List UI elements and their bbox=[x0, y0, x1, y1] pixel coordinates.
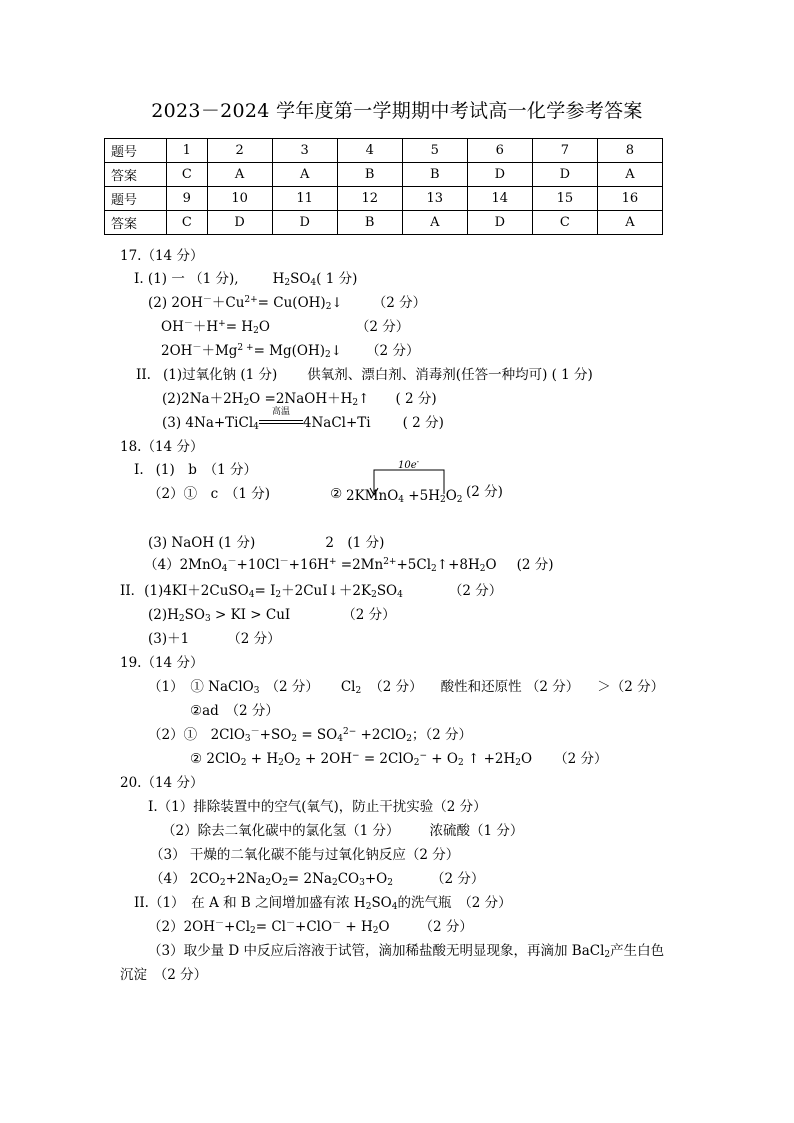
table-row bbox=[105, 139, 663, 163]
table-row-header: 答案 bbox=[105, 211, 167, 235]
table-cell: 12 bbox=[337, 187, 402, 211]
table-cell: D bbox=[532, 163, 597, 187]
electron-count: 10e- bbox=[398, 458, 420, 471]
q17-part-II: II. (1)过氧化钠 (1 分) 供氧剂、漂白剂、消毒剂(任答一种均可) ( 1 分) bbox=[136, 367, 593, 383]
table-row bbox=[105, 163, 663, 187]
table-cell: 4 bbox=[337, 139, 402, 163]
table-cell: 13 bbox=[402, 187, 467, 211]
q18-header: 18.（14 分） bbox=[120, 439, 204, 455]
table-cell: 15 bbox=[532, 187, 597, 211]
table-cell: A bbox=[597, 163, 662, 187]
q18-II2: $(2)H_2SO_3$ > KI > CuI （2 分） bbox=[148, 607, 396, 624]
table-cell: C bbox=[167, 211, 208, 235]
table-cell: D bbox=[467, 163, 532, 187]
table-cell: 11 bbox=[272, 187, 337, 211]
table-cell: 7 bbox=[532, 139, 597, 163]
q17-I2: (2) $2OH^-+Cu^{2+}=$ $Cu(OH)_2↓$ （2 分） bbox=[148, 295, 427, 312]
q19-line1: （1） ① NaClO$_3$ （2 分） $Cl_2$ （2 分） 酸性和还原性 （2 分） ＞（2 分） bbox=[148, 679, 665, 696]
table-cell: B bbox=[402, 163, 467, 187]
table-row bbox=[105, 211, 663, 235]
table-cell: A bbox=[207, 163, 272, 187]
q20-header: 20.（14 分） bbox=[120, 775, 204, 791]
table-cell: 9 bbox=[167, 187, 208, 211]
q18-II3: (3)＋1 （2 分） bbox=[148, 631, 281, 647]
table-cell: 8 bbox=[597, 139, 662, 163]
table-cell: 6 bbox=[467, 139, 532, 163]
electron-transfer-score: (2 分) bbox=[466, 484, 503, 500]
table-cell: B bbox=[337, 163, 402, 187]
page-title: 2023－2024 学年度第一学期期中考试高一化学参考答案 bbox=[151, 100, 643, 122]
q20-I2: （2）除去二氧化碳中的氯化氢（1 分） 浓硫酸（1 分） bbox=[162, 823, 524, 839]
q20-I1: I.（1）排除装置中的空气(氧气)，防止干扰实验（2 分） bbox=[148, 799, 487, 815]
table-cell: A bbox=[272, 163, 337, 187]
electron-transfer-diagram bbox=[346, 458, 503, 518]
table-cell: 14 bbox=[467, 187, 532, 211]
reaction-condition-arrow: 高温 bbox=[259, 415, 303, 431]
q17-I3: $OH^-+H^+= H_2O$ （2 分） bbox=[161, 319, 410, 336]
table-cell: D bbox=[272, 211, 337, 235]
q19-line3: （2）① $2ClO_3^-+SO_2 = SO_4^{2-} +2ClO_2$；（2 分） bbox=[148, 727, 473, 744]
q17-I4: $2OH^-+Mg^{2 +}=$ $Mg(OH)_2↓$ （2 分） bbox=[161, 343, 420, 360]
table-cell: C bbox=[167, 163, 208, 187]
q20-I3: （3） 干燥的二氧化碳不能与过氧化钠反应（2 分） bbox=[150, 847, 460, 863]
q17-header: 17.（14 分） bbox=[120, 248, 204, 264]
table-row bbox=[105, 187, 663, 211]
table-cell: B bbox=[337, 211, 402, 235]
table-cell: D bbox=[467, 211, 532, 235]
q20-II2: $(2)2OH^-+Cl_2= Cl^-+ClO^- + H_2O$ （2 分） bbox=[148, 919, 473, 936]
electron-transfer-formula: 2KMnO$_4$ $+5H_2O_2$ bbox=[346, 488, 463, 505]
table-cell: A bbox=[402, 211, 467, 235]
table-row-header: 题号 bbox=[105, 187, 167, 211]
table-cell: D bbox=[207, 211, 272, 235]
q19-line4: ② $2ClO_2 + H_2O_2 + 2OH^- = 2ClO_2^- + O_2$ ↑ $+2H_2O$ （2 分） bbox=[190, 751, 608, 768]
q17-part-I: I. (1) 一 （1 分), $H_2SO_4$( 1 分) bbox=[134, 271, 358, 288]
q17-II3: (3) 4Na+TiCl$_4$ 高温 4NaCl+Ti ( 2 分) bbox=[162, 407, 444, 432]
table-cell: 16 bbox=[597, 187, 662, 211]
q20-II1: II.（1） 在 A 和 B 之间增加盛有浓 $H_2SO_4$的洗气瓶 （2 分） bbox=[134, 895, 512, 912]
table-cell: C bbox=[532, 211, 597, 235]
q17-II2: $(2)2Na+2H_2O$ $=2NaOH+H_2↑$ ( 2 分) bbox=[162, 391, 437, 408]
table-cell: 10 bbox=[207, 187, 272, 211]
table-row-header: 答案 bbox=[105, 163, 167, 187]
q18-I3: (3) NaOH (1 分) 2 (1 分) bbox=[148, 535, 385, 551]
q19-header: 19.（14 分） bbox=[120, 655, 204, 671]
q20-I4: （4） $2CO_2+2Na_2O_2= 2Na_2CO_3+O_2$ （2 分） bbox=[150, 871, 485, 888]
table-cell: 5 bbox=[402, 139, 467, 163]
table-row-header: 题号 bbox=[105, 139, 167, 163]
answer-table bbox=[104, 138, 663, 235]
table-cell: A bbox=[597, 211, 662, 235]
q20-II3: （3）取少量 D 中反应后溶液于试管，滴加稀盐酸无明显现象，再滴加 BaCl$_2$产生白色 bbox=[148, 943, 665, 960]
q18-I2: （2）① c （1 分) ② bbox=[148, 486, 343, 502]
q20-II3-cont: 沉淀 （2 分） bbox=[120, 967, 208, 983]
q18-I1: I. (1) b （1 分） bbox=[134, 462, 258, 478]
q18-I4: $(4)2MnO_4^-+10Cl^-+16H^+ =2Mn^{2+}+5Cl_2↑+8H_2O$ (2 分) bbox=[144, 557, 554, 574]
q18-II1: II．(1)4KI＋2CuSO$_4$= $I_2+2CuI↓+2K_2SO_4$ （2 分） bbox=[120, 583, 503, 600]
table-cell: 1 bbox=[167, 139, 208, 163]
table-cell: 2 bbox=[207, 139, 272, 163]
table-cell: 3 bbox=[272, 139, 337, 163]
q19-line2: ②ad （2 分） bbox=[190, 703, 279, 719]
